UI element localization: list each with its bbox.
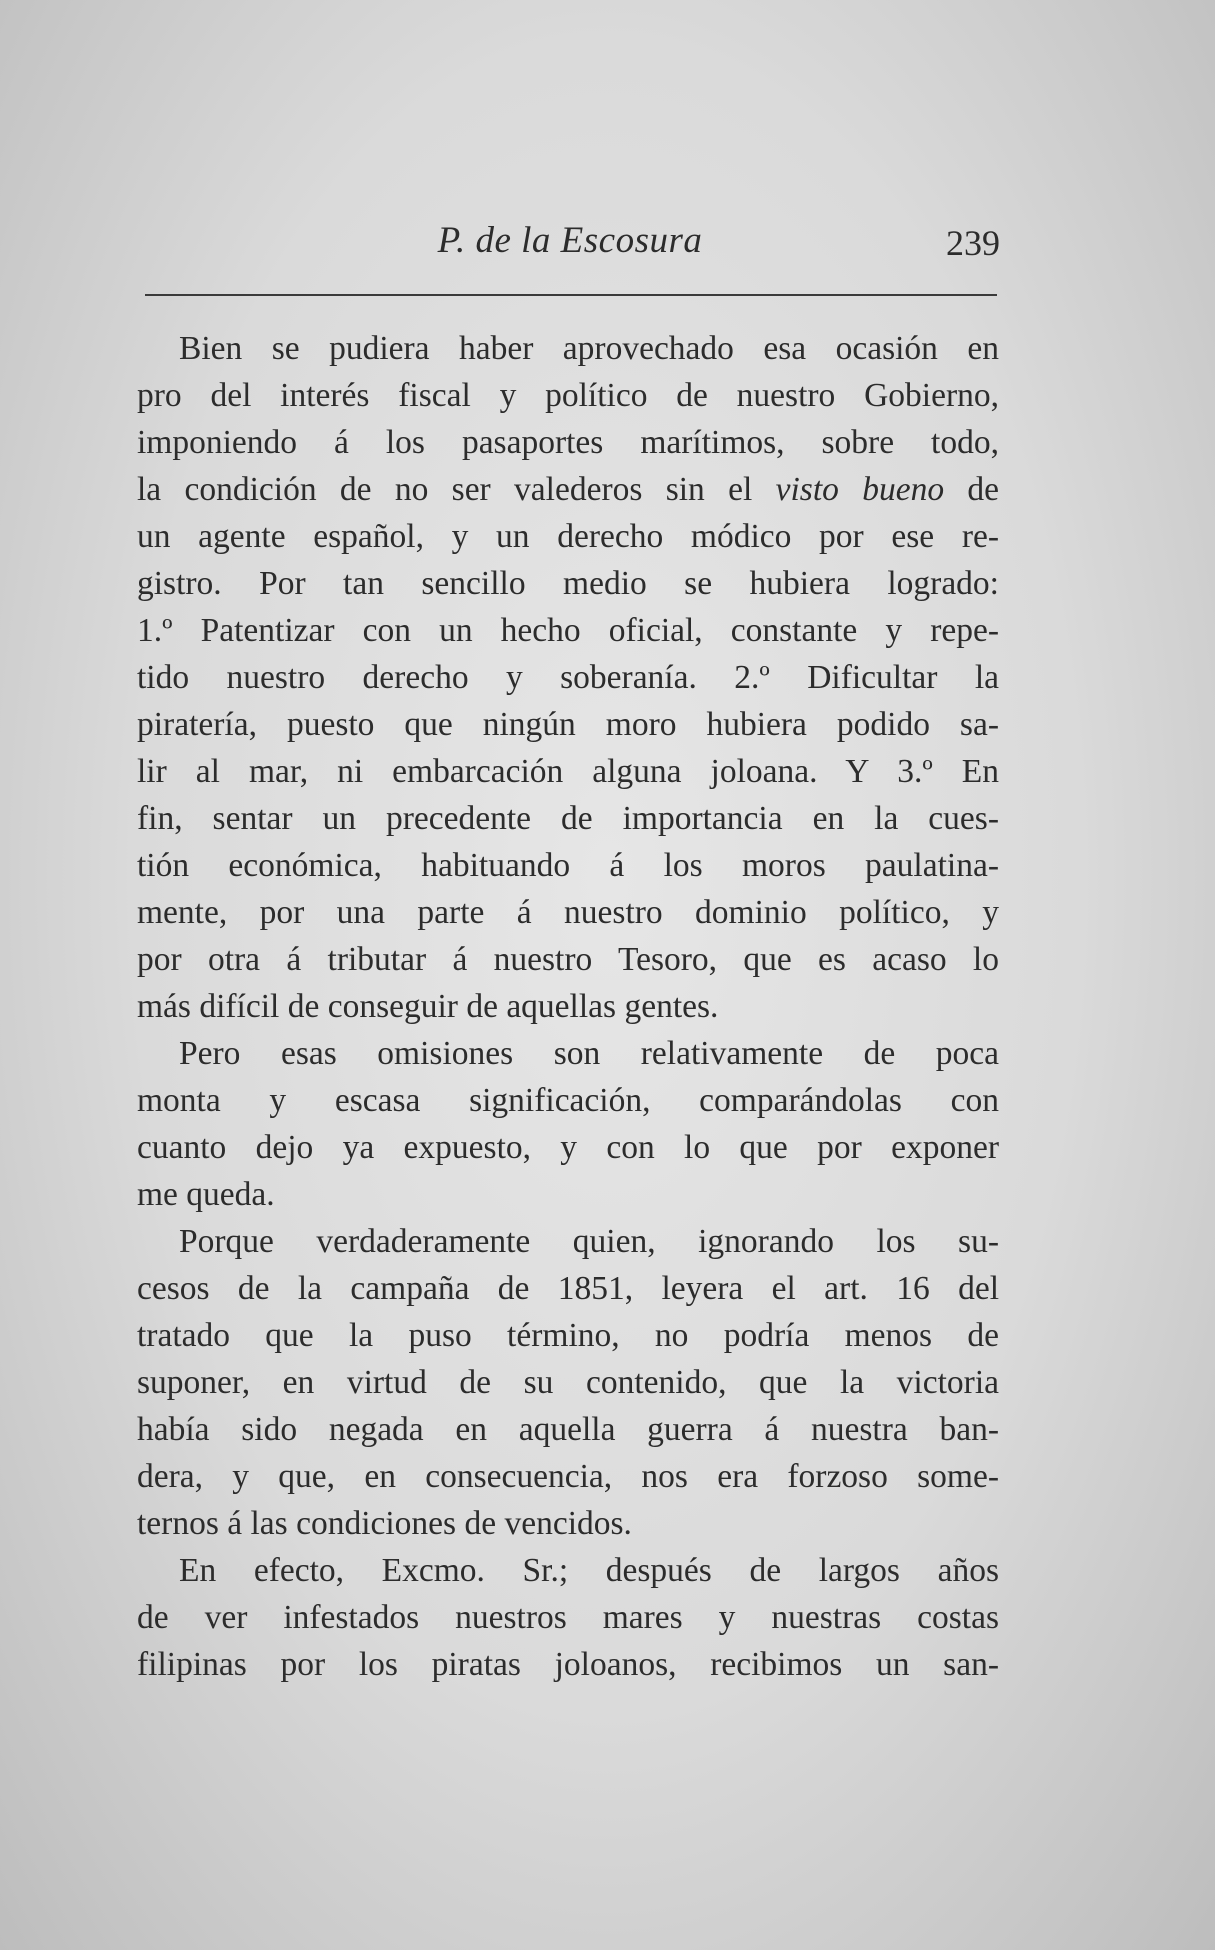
text-line: mente, por una parte á nuestro dominio político, y (137, 894, 999, 931)
text-line: tión económica, habituando á los moros paulatina- (137, 847, 999, 884)
header-rule (145, 294, 997, 296)
text-line: ternos á las condiciones de vencidos. (137, 1505, 632, 1542)
text-line: me queda. (137, 1176, 275, 1213)
text-line: de ver infestados nuestros mares y nuestras costas (137, 1599, 999, 1636)
text-line: tratado que la puso término, no podría menos de (137, 1317, 999, 1354)
text-line: un agente español, y un derecho módico por ese re- (137, 518, 999, 555)
text-segment: de (944, 471, 1000, 508)
text-line: dera, y que, en consecuencia, nos era forzoso some- (137, 1458, 999, 1495)
running-title: P. de la Escosura (437, 220, 703, 261)
body-text (137, 325, 999, 1688)
text-segment: la condición de no ser valederos sin el (137, 471, 776, 508)
text-line: 1.º Patentizar con un hecho oficial, constante y repe- (137, 612, 999, 649)
text-line: había sido negada en aquella guerra á nuestra ban- (137, 1411, 999, 1448)
text-line: por otra á tributar á nuestro Tesoro, que es acaso lo (137, 941, 999, 978)
text-line: tido nuestro derecho y soberanía. 2.º Dificultar la (137, 659, 999, 696)
text-line: imponiendo á los pasaportes marítimos, sobre todo, (137, 424, 999, 461)
paragraph (137, 1218, 999, 1547)
text-line: cuanto dejo ya expuesto, y con lo que por exponer (137, 1129, 999, 1166)
paragraph (137, 1547, 999, 1688)
page-number: 239 (946, 223, 1000, 263)
text-line: más difícil de conseguir de aquellas gentes. (137, 988, 719, 1025)
text-line: piratería, puesto que ningún moro hubiera podido sa- (137, 706, 999, 743)
text-line: fin, sentar un precedente de importancia en la cues- (137, 800, 999, 837)
paragraph (137, 1030, 999, 1218)
text-line: gistro. Por tan sencillo medio se hubiera logrado: (137, 565, 999, 602)
text-line: suponer, en virtud de su contenido, que la victoria (137, 1364, 999, 1401)
text-line: Bien se pudiera haber aprovechado esa ocasión en (179, 330, 999, 367)
italic-phrase: visto bueno (775, 471, 945, 508)
text-line: monta y escasa significación, comparándolas con (137, 1082, 999, 1119)
text-line (137, 466, 999, 513)
paragraph (137, 325, 999, 1030)
text-line: lir al mar, ni embarcación alguna joloana. Y 3.º En (137, 753, 999, 790)
page-header (140, 215, 1000, 285)
text-line: cesos de la campaña de 1851, leyera el art. 16 del (137, 1270, 999, 1307)
text-line: Pero esas omisiones son relativamente de poca (179, 1035, 999, 1072)
text-line: Porque verdaderamente quien, ignorando los su- (179, 1223, 999, 1260)
text-line: filipinas por los piratas joloanos, recibimos un san- (137, 1646, 999, 1683)
text-line: pro del interés fiscal y político de nuestro Gobierno, (137, 377, 999, 414)
text-line: En efecto, Excmo. Sr.; después de largos años (179, 1552, 999, 1589)
